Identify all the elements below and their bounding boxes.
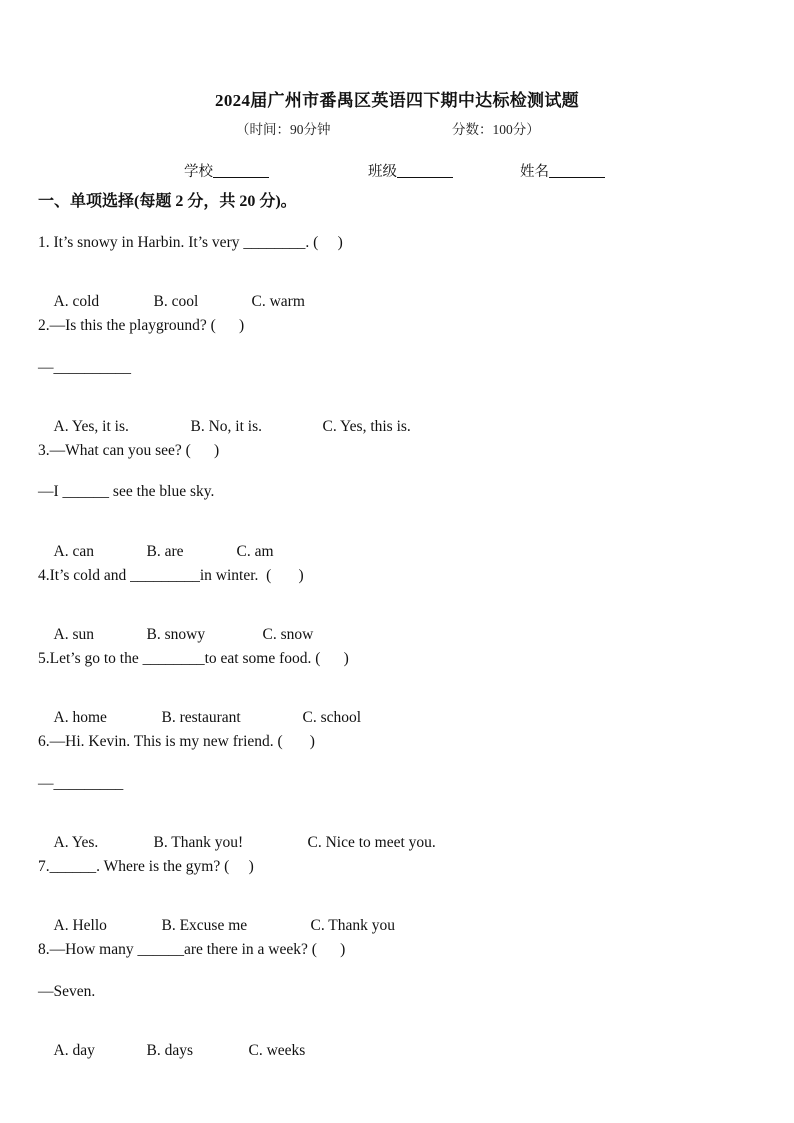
school-blank[interactable] bbox=[213, 163, 269, 178]
option-c: C. Nice to meet you. bbox=[307, 834, 436, 851]
section-heading: 一、单项选择(每题 2 分，共 20 分)。 bbox=[38, 193, 297, 210]
question-1-text: 1. It’s snowy in Harbin. It’s very ________. ( ) bbox=[38, 234, 343, 251]
class-label: 班级 bbox=[368, 164, 397, 180]
option-a: A. cold bbox=[53, 293, 100, 310]
option-b: B. snowy bbox=[146, 626, 206, 643]
question-7-text: 7.______. Where is the gym? ( ) bbox=[38, 858, 254, 875]
option-b: B. are bbox=[146, 543, 184, 560]
option-c: C. Yes, this is. bbox=[322, 418, 411, 435]
option-c: C. Thank you bbox=[310, 917, 396, 934]
question-8-options bbox=[38, 1024, 305, 1078]
name-label: 姓名 bbox=[520, 164, 549, 180]
option-a: A. day bbox=[53, 1042, 95, 1059]
option-a: A. Yes. bbox=[53, 834, 99, 851]
exam-time: （时间：90分钟 bbox=[236, 122, 331, 137]
question-8-text: 8.—How many ______are there in a week? ( ) bbox=[38, 941, 346, 958]
question-5-text: 5.Let’s go to the ________to eat some food. ( ) bbox=[38, 650, 349, 667]
option-c: C. am bbox=[236, 543, 274, 560]
school-field bbox=[184, 160, 269, 181]
option-b: B. No, it is. bbox=[190, 418, 262, 435]
question-2-answer: —__________ bbox=[38, 359, 131, 376]
question-4-text: 4.It’s cold and _________in winter. ( ) bbox=[38, 567, 304, 584]
question-8-answer: —Seven. bbox=[38, 983, 96, 1000]
question-2-text: 2.—Is this the playground? ( ) bbox=[38, 317, 245, 334]
name-blank[interactable] bbox=[549, 163, 605, 178]
option-b: B. Excuse me bbox=[161, 917, 248, 934]
option-a: A. home bbox=[53, 709, 107, 726]
option-c: C. weeks bbox=[248, 1042, 306, 1059]
option-c: C. school bbox=[302, 709, 362, 726]
name-field bbox=[520, 160, 605, 181]
option-b: B. Thank you! bbox=[153, 834, 244, 851]
class-blank[interactable] bbox=[397, 163, 453, 178]
page-title: 2024届广州市番禺区英语四下期中达标检测试题 bbox=[215, 91, 579, 110]
option-a: A. Yes, it is. bbox=[53, 418, 129, 435]
option-a: A. Hello bbox=[53, 917, 107, 934]
option-b: B. restaurant bbox=[161, 709, 241, 726]
option-a: A. sun bbox=[53, 626, 94, 643]
option-b: B. days bbox=[146, 1042, 193, 1059]
question-3-answer: —I ______ see the blue sky. bbox=[38, 483, 215, 500]
school-label: 学校 bbox=[184, 164, 213, 180]
option-c: C. snow bbox=[262, 626, 314, 643]
question-3-text: 3.—What can you see? ( ) bbox=[38, 442, 220, 459]
option-c: C. warm bbox=[251, 293, 305, 310]
exam-score: 分数：100分） bbox=[452, 122, 540, 137]
class-field bbox=[368, 160, 453, 181]
question-6-text: 6.—Hi. Kevin. This is my new friend. ( ) bbox=[38, 733, 315, 750]
option-b: B. cool bbox=[153, 293, 199, 310]
question-6-answer: —_________ bbox=[38, 775, 124, 792]
option-a: A. can bbox=[53, 543, 94, 560]
